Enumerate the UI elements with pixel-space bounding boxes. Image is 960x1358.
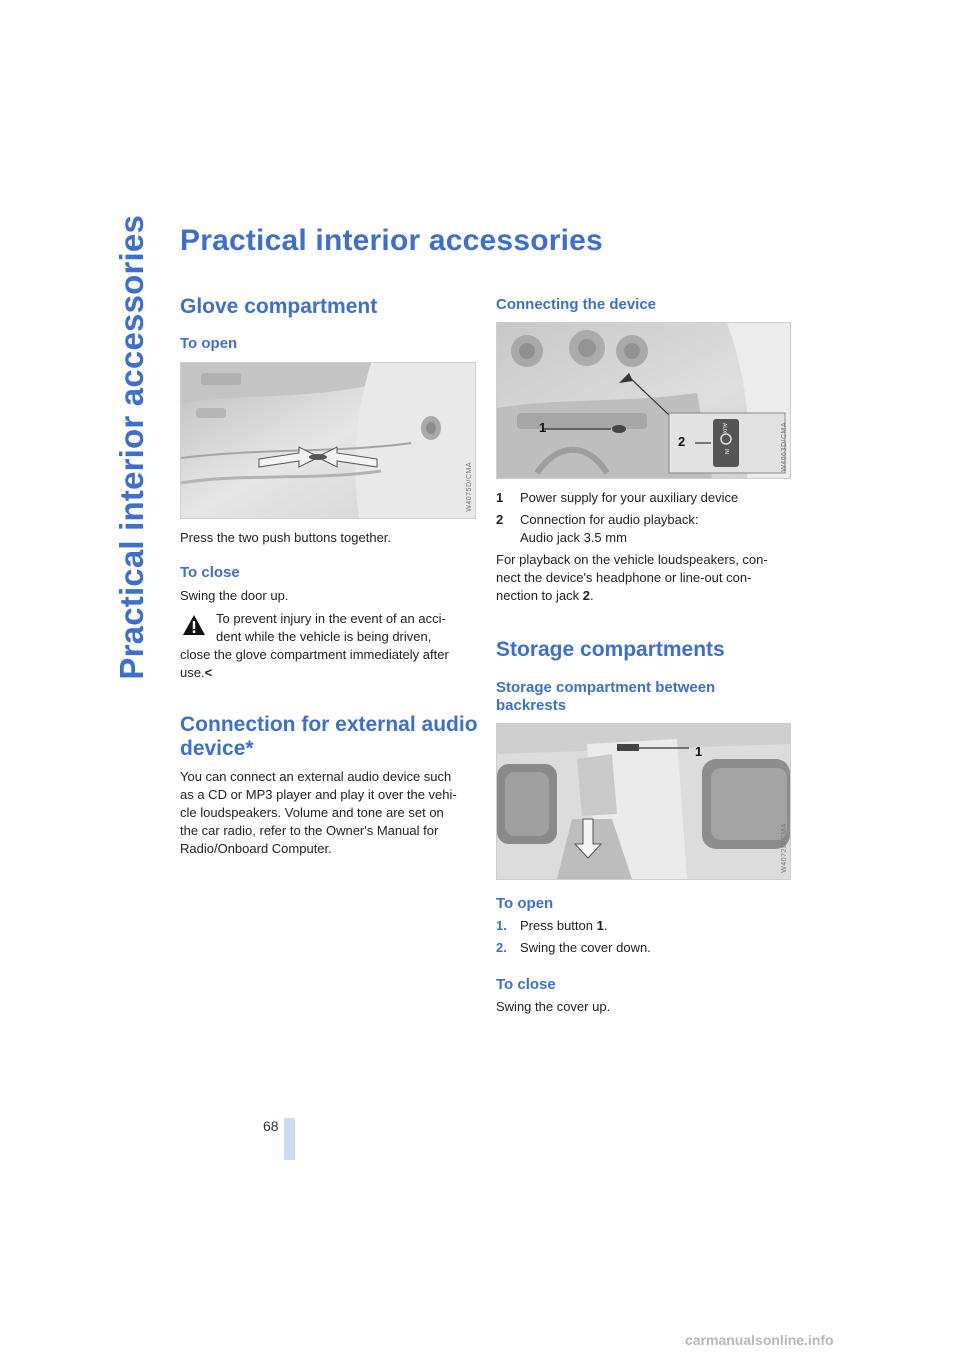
figure-label-1: 1: [695, 744, 703, 759]
warning-line-1: To prevent injury in the event of an acci-: [216, 611, 446, 626]
storage-open-heading: To open: [496, 895, 554, 912]
aux-connection-illustration: [497, 323, 790, 478]
glove-open-heading: To open: [180, 335, 238, 352]
figure-code: W4075D/CMA: [466, 462, 473, 512]
connecting-text-line-1: For playback on the vehicle loudspeakers, con-: [496, 552, 768, 567]
glove-compartment-figure: [180, 362, 476, 519]
figure-label-2: 2: [678, 434, 686, 449]
list-item: 1. Press button 1.: [496, 918, 608, 933]
glove-compartment-illustration: [181, 363, 475, 518]
side-chapter-title: Practical interior accessories: [113, 215, 150, 680]
audio-text-line-5: Radio/Onboard Computer.: [180, 841, 332, 856]
glove-close-text: Swing the door up.: [180, 588, 289, 603]
audio-connection-heading-1: Connection for external audio: [180, 713, 478, 736]
audio-text-line-2: as a CD or MP3 player and play it over the vehi-: [180, 787, 457, 802]
storage-close-heading: To close: [496, 976, 556, 993]
storage-between-backrests-heading-1: Storage compartment between: [496, 679, 716, 696]
glove-compartment-heading: Glove compartment: [180, 295, 378, 318]
warning-line-2: dent while the vehicle is being driven,: [216, 629, 432, 644]
audio-text-line-4: the car radio, refer to the Owner's Manual for: [180, 823, 439, 838]
connecting-device-heading: Connecting the device: [496, 296, 657, 313]
list-item-continuation: Audio jack 3.5 mm: [520, 530, 627, 545]
figure-label-1: 1: [539, 420, 547, 435]
thumb-index-bar: [284, 1118, 295, 1160]
jack-label-in: IN: [723, 449, 729, 454]
figure-code: W4063D/CMA: [781, 422, 788, 472]
storage-compartment-illustration: [497, 724, 790, 879]
storage-compartment-figure: [496, 723, 791, 880]
jack-label-aux: AUX: [721, 423, 727, 434]
audio-connection-heading-2: device*: [180, 737, 254, 760]
watermark: carmanualsonline.info: [685, 1332, 834, 1348]
list-item: 2 Connection for audio playback:: [496, 512, 699, 527]
audio-text-line-3: cle loudspeakers. Volume and tone are set on: [180, 805, 444, 820]
audio-text-line-1: You can connect an external audio device such: [180, 769, 452, 784]
storage-between-backrests-heading-2: backrests: [496, 697, 567, 714]
list-item: 1 Power supply for your auxiliary device: [496, 490, 739, 505]
warning-line-3: close the glove compartment immediately after: [180, 647, 449, 662]
warning-line-4: use.<: [180, 665, 213, 680]
figure-code: W4072D/CMA: [781, 823, 788, 873]
storage-compartments-heading: Storage compartments: [496, 638, 725, 661]
glove-close-heading: To close: [180, 564, 240, 581]
page-number: 68: [263, 1118, 279, 1134]
connecting-text-line-3: nection to jack 2.: [496, 588, 594, 603]
list-item: 2. Swing the cover down.: [496, 940, 651, 955]
storage-close-text: Swing the cover up.: [496, 999, 611, 1014]
end-mark: <: [204, 665, 213, 680]
connecting-text-line-2: nect the device's headphone or line-out con-: [496, 570, 752, 585]
page-title: Practical interior accessories: [180, 224, 603, 257]
glove-open-text: Press the two push buttons together.: [180, 530, 392, 545]
warning-icon: [182, 614, 206, 636]
connecting-device-figure: [496, 322, 791, 479]
